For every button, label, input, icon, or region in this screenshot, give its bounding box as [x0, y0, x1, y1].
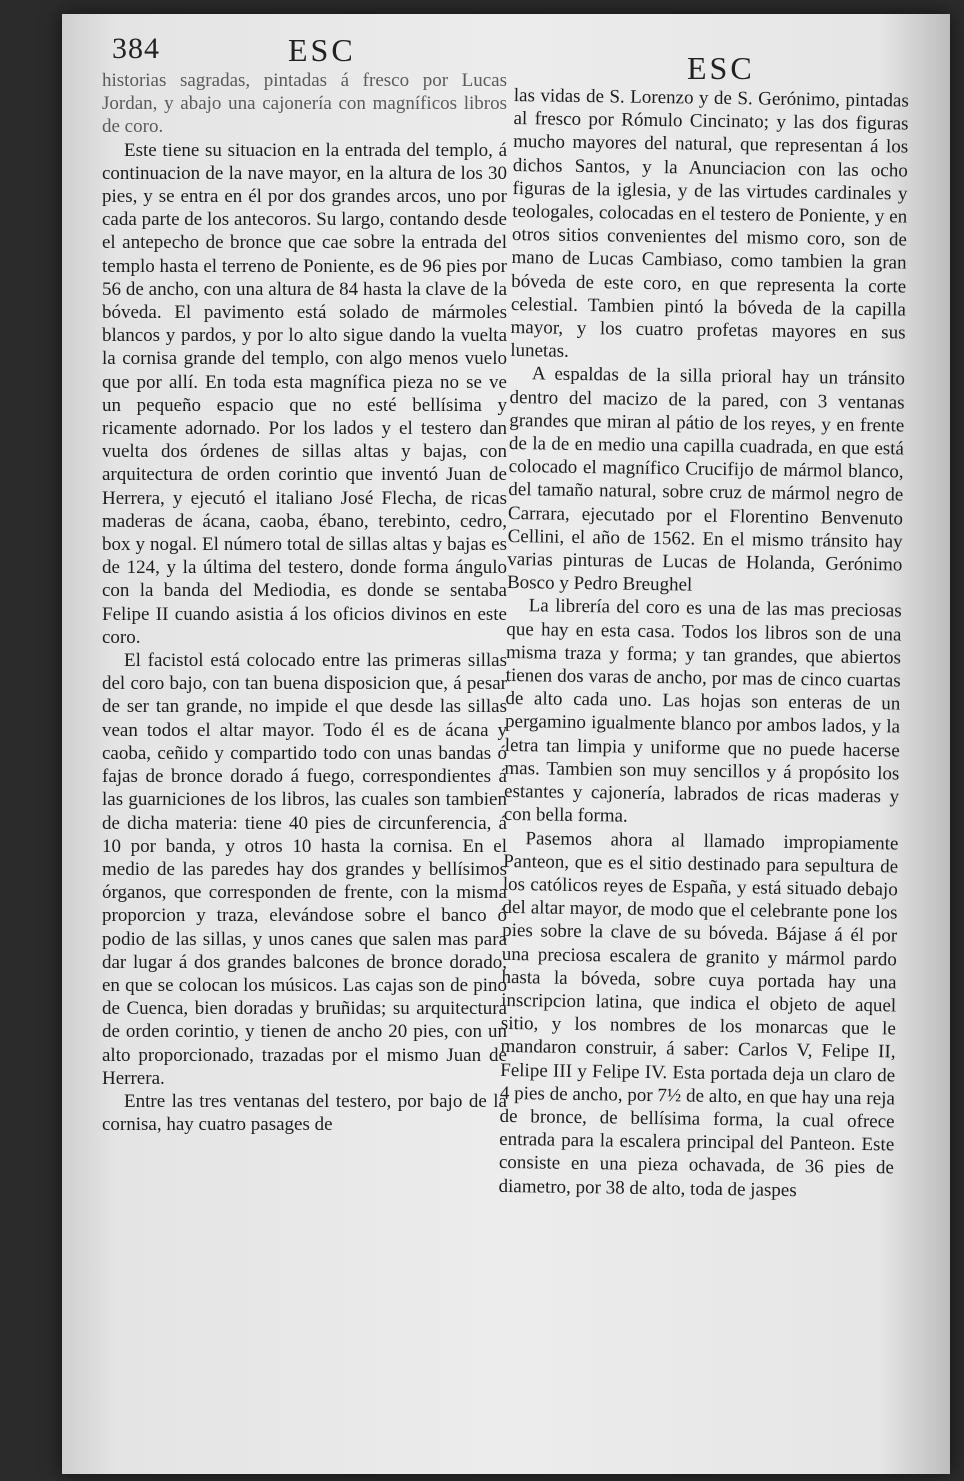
right-column [498, 84, 909, 1203]
right-paragraph-3: La librería del coro es una de las mas preciosas que hay en esta casa. Todos los libros son de una misma traza y forma; y tan grandes, que abiertos tienen dos varas de ancho, por mas de cinco cuartas de alto cada uno. Las hojas son enteras de un pergamino igualmente blanco por ambos lados, y la letra tan limpia y uniforme que no puede hacerse mas. Tambien son muy sencillos y á propósito los estantes y cajonería, labrados de ricas maderas y con bella forma. [503, 595, 902, 827]
left-column [102, 69, 507, 1136]
right-paragraph-4: Pasemos ahora al llamado impropiamente Panteon, que es el sitio destinado para sepultura de los católicos reyes de España, y está situado debajo del altar mayor, de modo que el celebrante pone los pies sobre la clave de su bóveda. Bájase á él por una preciosa escalera de granito y mármol pardo hasta la bóveda, sobre cuya portada hay una inscripcion latina, que indica el objeto de aquel sitio, y los nombres de los monarcas que le mandaron construir, á saber: Carlos V, Felipe II, Felipe III y Felipe IV. Esta portada deja un claro de 4 pies de ancho, por 7½ de alto, en que hay una reja de bronce, de bellísima forma, la cual ofrece entrada para la escalera principal del Panteon. Este consiste en una pieza ochavada, de 36 pies de diametro, por 38 de alto, toda de jaspes [498, 827, 899, 1201]
book-page [62, 14, 950, 1474]
right-paragraph-2: A espaldas de la silla prioral hay un tránsito dentro del macizo de la pared, con 3 ventanas grandes que miran al pátio de los reyes, y en frente de la de en medio una capilla cuadrada, en que está colocado el magnífico Crucifijo de mármol blanco, del tamaño natural, sobre cruz de mármol negro de Carrara, ejecutado por el Florentino Benvenuto Cellini, el año de 1562. En el mismo tránsito hay varias pinturas de Lucas de Holanda, Gerónimo Bosco y Pedro Breughel [506, 363, 906, 596]
right-paragraph-1: las vidas de S. Lorenzo y de S. Gerónimo, pintadas al fresco por Rómulo Cincinato; y las dos figuras mucho mayores del natural, que representan á los dichos Santos, y la Anunciacion con las ocho figuras de la iglesia, y de las virtudes cardinales y teologales, colocadas en el testero de Poniente, y en otros sitios convenientes del mismo coro, son de mano de Lucas Cambiaso, como tambien la gran bóveda de este coro, en que representa la corte celestial. Tambien pintó la bóveda de la capilla mayor, y los cuatro profetas mayores en sus lunetas. [510, 84, 909, 363]
left-paragraph-2: Este tiene su situacion en la entrada del templo, á continuacion de la nave mayor, en la altura de los 30 pies, y se entra en él por dos grandes arcos, uno por cada parte de los antecoros. Su largo, contando desde el antepecho de bronce que cae sobre la entrada del templo hasta el terreno de Poniente, es de 96 pies por 56 de ancho, con una altura de 84 hasta la clave de la bóveda. El pavimento está solado de mármoles blancos y pardos, y por lo alto sigue dando la vuelta la cornisa grande del templo, con algo menos vuelo que por allí. En toda esta magnífica pieza no se ve un pequeño espacio que no esté bellísima y ricamente adornado. Por los lados y el testero dan vuelta dos órdenes de sillas altas y bajas, con arquitectura de orden corintio que inventó Juan de Herrera, y ejecutó el italiano José Flecha, de ricas maderas de ácana, caoba, ébano, terebinto, cedro, box y nogal. El número total de sillas altas y bajas es de 124, y la última del testero, donde forma ángulo con la banda del Mediodia, es donde se sentaba Felipe II cuando asistia á los oficios divinos en este coro. [102, 139, 507, 648]
running-head-right: ESC [687, 50, 755, 86]
left-paragraph-4: Entre las tres ventanas del testero, por bajo de la cornisa, hay cuatro pasages de [102, 1090, 507, 1136]
left-paragraph-1: historias sagradas, pintadas á fresco por Lucas Jordan, y abajo una cajonería con magníficos libros de coro. [102, 70, 507, 138]
page-number: 384 [112, 32, 160, 65]
left-paragraph-3: El facistol está colocado entre las primeras sillas del coro bajo, con tan buena disposicion que, á pesar de ser tan grande, no impide el que desde las sillas vean todos el altar mayor. Todo él es de ácana y caoba, ceñido y compartido todo con unas bandas ó fajas de bronce dorado á fuego, correspondientes á las guarniciones de los libros, las cuales son tambien de dicha materia: tiene 40 pies de circunferencia, á 10 por banda, y otros 10 hasta la cornisa. En el medio de las paredes hay dos grandes y bellísimos órganos, que corresponden de frente, con la misma proporcion y traza, elevándose sobre el banco ó podio de las sillas, y unos canes que salen mas para dar lugar á dos grandes balcones de bronce dorado, en que se colocan los músicos. Las cajas son de pino de Cuenca, bien doradas y bruñidas; su arquitectura de orden corintio, y tienen de ancho 20 pies, con un alto proporcionado, trazadas por el mismo Juan de Herrera. [102, 650, 507, 1089]
running-head-left: ESC [288, 32, 356, 68]
